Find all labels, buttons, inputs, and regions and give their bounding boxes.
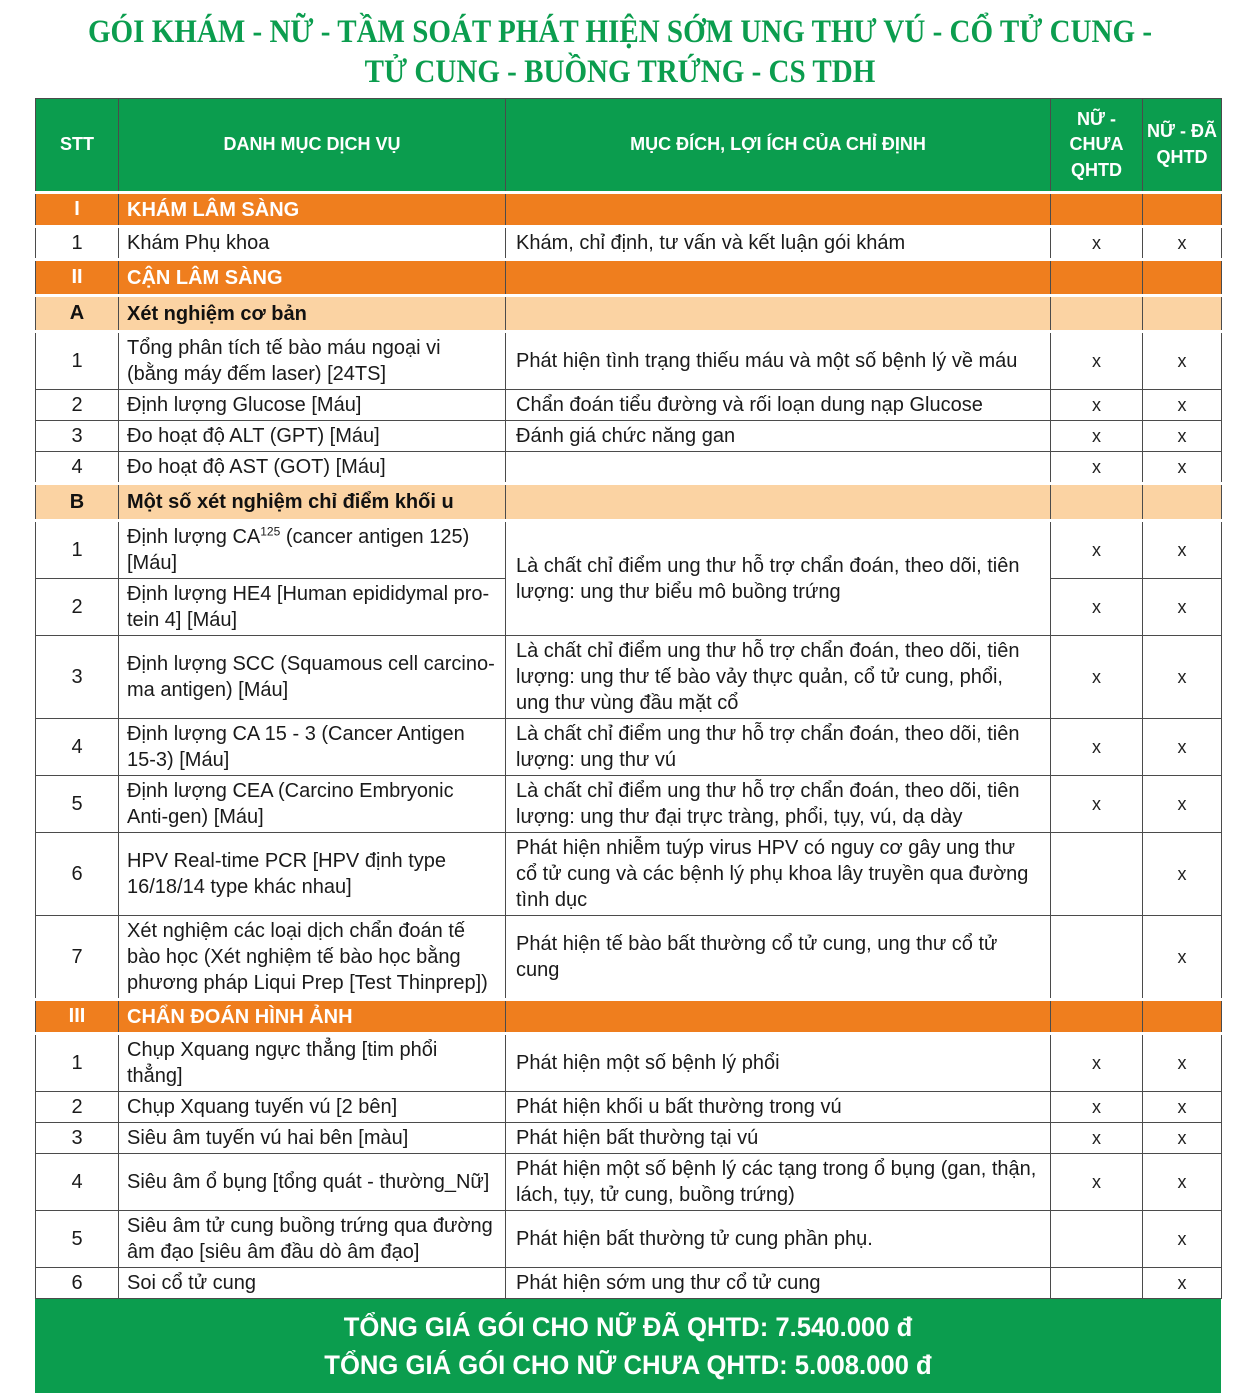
- service-text: Định lượng CA: [127, 526, 261, 548]
- purpose-cell: [506, 260, 1051, 296]
- service-cell: Soi cổ tử cung: [119, 1268, 506, 1299]
- purpose-cell: [506, 452, 1051, 484]
- purpose-cell: Phát hiện khối u bất thường trong vú: [506, 1092, 1051, 1123]
- service-cell: Chụp Xquang ngực thẳng [tim phổi thẳng]: [119, 1034, 506, 1092]
- purpose-cell: Phát hiện một số bệnh lý phổi: [506, 1034, 1051, 1092]
- purpose-cell-merged: Là chất chỉ điểm ung thư hỗ trợ chẩn đoán, theo dõi, tiên lượng: ung thư biểu mô buồng trứng: [506, 521, 1051, 636]
- table-row: [36, 719, 1222, 776]
- section-title: CHẨN ĐOÁN HÌNH ẢNH: [119, 1000, 506, 1034]
- mark-da-qhtd-cell: x: [1143, 776, 1222, 833]
- table-row: [36, 1268, 1222, 1299]
- purpose-cell: Là chất chỉ điểm ung thư hỗ trợ chẩn đoán, theo dõi, tiên lượng: ung thư tế bào vảy thực quản, cổ tử cung, phổi, ung thư vùng đầu mặt cổ: [506, 636, 1051, 719]
- service-cell: Tổng phân tích tế bào máu ngoại vi (bằng máy đếm laser) [24TS]: [119, 332, 506, 390]
- mark-chua-qhtd-cell: x: [1051, 1154, 1143, 1211]
- col-header-service: DANH MỤC DỊCH VỤ: [119, 99, 506, 193]
- mark-da-qhtd-cell: x: [1143, 833, 1222, 916]
- mark-chua-qhtd-cell: [1051, 193, 1143, 227]
- service-cell: Định lượng Glucose [Máu]: [119, 390, 506, 421]
- purpose-cell: Chẩn đoán tiểu đường và rối loạn dung nạp Glucose: [506, 390, 1051, 421]
- stt-cell: 3: [36, 421, 119, 452]
- service-cell: Xét nghiệm các loại dịch chẩn đoán tế bào học (Xét nghiệm tế bào học bằng phương pháp Liqui Prep [Test Thinprep]): [119, 916, 506, 1000]
- table-row: [36, 636, 1222, 719]
- total-price-da-qhtd: TỔNG GIÁ GÓI CHO NỮ ĐÃ QHTD: 7.540.000 đ: [343, 1312, 913, 1342]
- table-row: [36, 1092, 1222, 1123]
- mark-da-qhtd-cell: x: [1143, 719, 1222, 776]
- superscript: 125: [260, 524, 281, 539]
- purpose-cell: Phát hiện sớm ung thư cổ tử cung: [506, 1268, 1051, 1299]
- mark-da-qhtd-cell: x: [1143, 390, 1222, 421]
- stt-cell: A: [36, 296, 119, 332]
- stt-cell: 3: [36, 636, 119, 719]
- mark-da-qhtd-cell: x: [1143, 1123, 1222, 1154]
- mark-chua-qhtd-cell: x: [1051, 452, 1143, 484]
- stt-cell: 2: [36, 579, 119, 636]
- stt-cell: III: [36, 1000, 119, 1034]
- stt-cell: 5: [36, 776, 119, 833]
- subsection-row-A: [36, 296, 1222, 332]
- stt-cell: 1: [36, 521, 119, 579]
- mark-chua-qhtd-cell: [1051, 296, 1143, 332]
- mark-chua-qhtd-cell: x: [1051, 1034, 1143, 1092]
- mark-da-qhtd-cell: [1143, 193, 1222, 227]
- table-row: [36, 1034, 1222, 1092]
- page-title-line-1: GÓI KHÁM - NỮ - TẦM SOÁT PHÁT HIỆN SỚM UNG THƯ VÚ - CỔ TỬ CUNG -: [87, 14, 1153, 50]
- table-row: [36, 332, 1222, 390]
- table-row: [36, 452, 1222, 484]
- mark-chua-qhtd-cell: x: [1051, 776, 1143, 833]
- stt-cell: 1: [36, 1034, 119, 1092]
- col-header-purpose: MỤC ĐÍCH, LỢI ÍCH CỦA CHỈ ĐỊNH: [506, 99, 1051, 193]
- section-title: CẬN LÂM SÀNG: [119, 260, 506, 296]
- mark-chua-qhtd-cell: x: [1051, 719, 1143, 776]
- section-title: KHÁM LÂM SÀNG: [119, 193, 506, 227]
- table-row: [36, 1154, 1222, 1211]
- page-title: [0, 0, 1240, 92]
- mark-chua-qhtd-cell: x: [1051, 421, 1143, 452]
- stt-cell: 3: [36, 1123, 119, 1154]
- stt-cell: 2: [36, 390, 119, 421]
- purpose-cell: [506, 296, 1051, 332]
- stt-cell: 4: [36, 452, 119, 484]
- stt-cell: B: [36, 484, 119, 521]
- purpose-cell: Đánh giá chức năng gan: [506, 421, 1051, 452]
- mark-chua-qhtd-cell: x: [1051, 1123, 1143, 1154]
- section-row-II: [36, 260, 1222, 296]
- mark-da-qhtd-cell: x: [1143, 521, 1222, 579]
- section-row-III: [36, 1000, 1222, 1034]
- purpose-cell: Là chất chỉ điểm ung thư hỗ trợ chẩn đoán, theo dõi, tiên lượng: ung thư đại trực tràng, phổi, tụy, vú, dạ dày: [506, 776, 1051, 833]
- subsection-title: Một số xét nghiệm chỉ điểm khối u: [119, 484, 506, 521]
- stt-cell: 2: [36, 1092, 119, 1123]
- purpose-cell: Phát hiện tế bào bất thường cổ tử cung, ung thư cổ tử cung: [506, 916, 1051, 1000]
- mark-da-qhtd-cell: x: [1143, 636, 1222, 719]
- stt-cell: 1: [36, 332, 119, 390]
- table-row: [36, 776, 1222, 833]
- mark-chua-qhtd-cell: x: [1051, 579, 1143, 636]
- mark-chua-qhtd-cell: [1051, 1211, 1143, 1268]
- table-row: [36, 833, 1222, 916]
- mark-da-qhtd-cell: x: [1143, 579, 1222, 636]
- purpose-cell: Phát hiện bất thường tại vú: [506, 1123, 1051, 1154]
- service-cell: [119, 521, 506, 579]
- table-row: [36, 521, 1222, 579]
- table-row: [36, 227, 1222, 260]
- service-cell: Đo hoạt độ ALT (GPT) [Máu]: [119, 421, 506, 452]
- subsection-title: Xét nghiệm cơ bản: [119, 296, 506, 332]
- col-header-da-qhtd: NỮ - ĐÃ QHTD: [1143, 99, 1222, 193]
- mark-da-qhtd-cell: x: [1143, 1211, 1222, 1268]
- stt-cell: I: [36, 193, 119, 227]
- mark-da-qhtd-cell: [1143, 296, 1222, 332]
- mark-da-qhtd-cell: [1143, 260, 1222, 296]
- mark-chua-qhtd-cell: x: [1051, 332, 1143, 390]
- mark-da-qhtd-cell: x: [1143, 1154, 1222, 1211]
- mark-da-qhtd-cell: x: [1143, 421, 1222, 452]
- subsection-row-B: [36, 484, 1222, 521]
- mark-da-qhtd-cell: [1143, 484, 1222, 521]
- mark-chua-qhtd-cell: [1051, 916, 1143, 1000]
- mark-da-qhtd-cell: x: [1143, 916, 1222, 1000]
- mark-chua-qhtd-cell: [1051, 1000, 1143, 1034]
- mark-chua-qhtd-cell: x: [1051, 227, 1143, 260]
- page-title-line-2: TỬ CUNG - BUỒNG TRỨNG - CS TDH: [364, 54, 876, 90]
- service-cell: Định lượng HE4 [Human epididymal pro-tein 4] [Máu]: [119, 579, 506, 636]
- service-text: (cancer antigen 125) [Máu]: [127, 526, 470, 574]
- mark-da-qhtd-cell: x: [1143, 227, 1222, 260]
- header-row: [36, 99, 1222, 193]
- stt-cell: 5: [36, 1211, 119, 1268]
- price-summary: [35, 1299, 1221, 1393]
- mark-da-qhtd-cell: [1143, 1000, 1222, 1034]
- table-row: [36, 916, 1222, 1000]
- purpose-cell: [506, 484, 1051, 521]
- service-cell: Siêu âm tuyến vú hai bên [màu]: [119, 1123, 506, 1154]
- stt-cell: 4: [36, 719, 119, 776]
- purpose-cell: Phát hiện bất thường tử cung phần phụ.: [506, 1211, 1051, 1268]
- stt-cell: 4: [36, 1154, 119, 1211]
- service-cell: Đo hoạt độ AST (GOT) [Máu]: [119, 452, 506, 484]
- mark-chua-qhtd-cell: [1051, 484, 1143, 521]
- stt-cell: 6: [36, 1268, 119, 1299]
- mark-da-qhtd-cell: x: [1143, 1034, 1222, 1092]
- mark-da-qhtd-cell: x: [1143, 332, 1222, 390]
- table-row: [36, 421, 1222, 452]
- stt-cell: II: [36, 260, 119, 296]
- total-price-chua-qhtd: TỔNG GIÁ GÓI CHO NỮ CHƯA QHTD: 5.008.000 đ: [324, 1350, 932, 1380]
- service-cell: HPV Real-time PCR [HPV định type 16/18/14 type khác nhau]: [119, 833, 506, 916]
- service-cell: Khám Phụ khoa: [119, 227, 506, 260]
- stt-cell: 6: [36, 833, 119, 916]
- purpose-cell: [506, 1000, 1051, 1034]
- purpose-cell: Khám, chỉ định, tư vấn và kết luận gói khám: [506, 227, 1051, 260]
- purpose-cell: Phát hiện nhiễm tuýp virus HPV có nguy cơ gây ung thư cổ tử cung và các bệnh lý phụ khoa lây truyền qua đường tình dục: [506, 833, 1051, 916]
- mark-da-qhtd-cell: x: [1143, 1092, 1222, 1123]
- mark-chua-qhtd-cell: x: [1051, 390, 1143, 421]
- stt-cell: 1: [36, 227, 119, 260]
- service-cell: Định lượng SCC (Squamous cell carcino-ma antigen) [Máu]: [119, 636, 506, 719]
- services-table: [35, 98, 1222, 1299]
- col-header-chua-qhtd: NỮ - CHƯA QHTD: [1051, 99, 1143, 193]
- section-row-I: [36, 193, 1222, 227]
- table-row: [36, 1211, 1222, 1268]
- table-row: [36, 390, 1222, 421]
- table-row: [36, 1123, 1222, 1154]
- service-cell: Chụp Xquang tuyến vú [2 bên]: [119, 1092, 506, 1123]
- purpose-cell: Phát hiện một số bệnh lý các tạng trong ổ bụng (gan, thận, lách, tụy, tử cung, buồng trứng): [506, 1154, 1051, 1211]
- mark-da-qhtd-cell: x: [1143, 452, 1222, 484]
- mark-da-qhtd-cell: x: [1143, 1268, 1222, 1299]
- purpose-cell: Phát hiện tình trạng thiếu máu và một số bệnh lý về máu: [506, 332, 1051, 390]
- mark-chua-qhtd-cell: x: [1051, 521, 1143, 579]
- col-header-stt: STT: [36, 99, 119, 193]
- purpose-cell: Là chất chỉ điểm ung thư hỗ trợ chẩn đoán, theo dõi, tiên lượng: ung thư vú: [506, 719, 1051, 776]
- mark-chua-qhtd-cell: x: [1051, 1092, 1143, 1123]
- purpose-cell: [506, 193, 1051, 227]
- mark-chua-qhtd-cell: [1051, 260, 1143, 296]
- service-cell: Định lượng CA 15 - 3 (Cancer Antigen 15-3) [Máu]: [119, 719, 506, 776]
- mark-chua-qhtd-cell: [1051, 833, 1143, 916]
- stt-cell: 7: [36, 916, 119, 1000]
- service-cell: Định lượng CEA (Carcino Embryonic Anti-gen) [Máu]: [119, 776, 506, 833]
- service-cell: Siêu âm ổ bụng [tổng quát - thường_Nữ]: [119, 1154, 506, 1211]
- service-cell: Siêu âm tử cung buồng trứng qua đường âm đạo [siêu âm đầu dò âm đạo]: [119, 1211, 506, 1268]
- mark-chua-qhtd-cell: x: [1051, 636, 1143, 719]
- table-header: [36, 99, 1222, 193]
- mark-chua-qhtd-cell: [1051, 1268, 1143, 1299]
